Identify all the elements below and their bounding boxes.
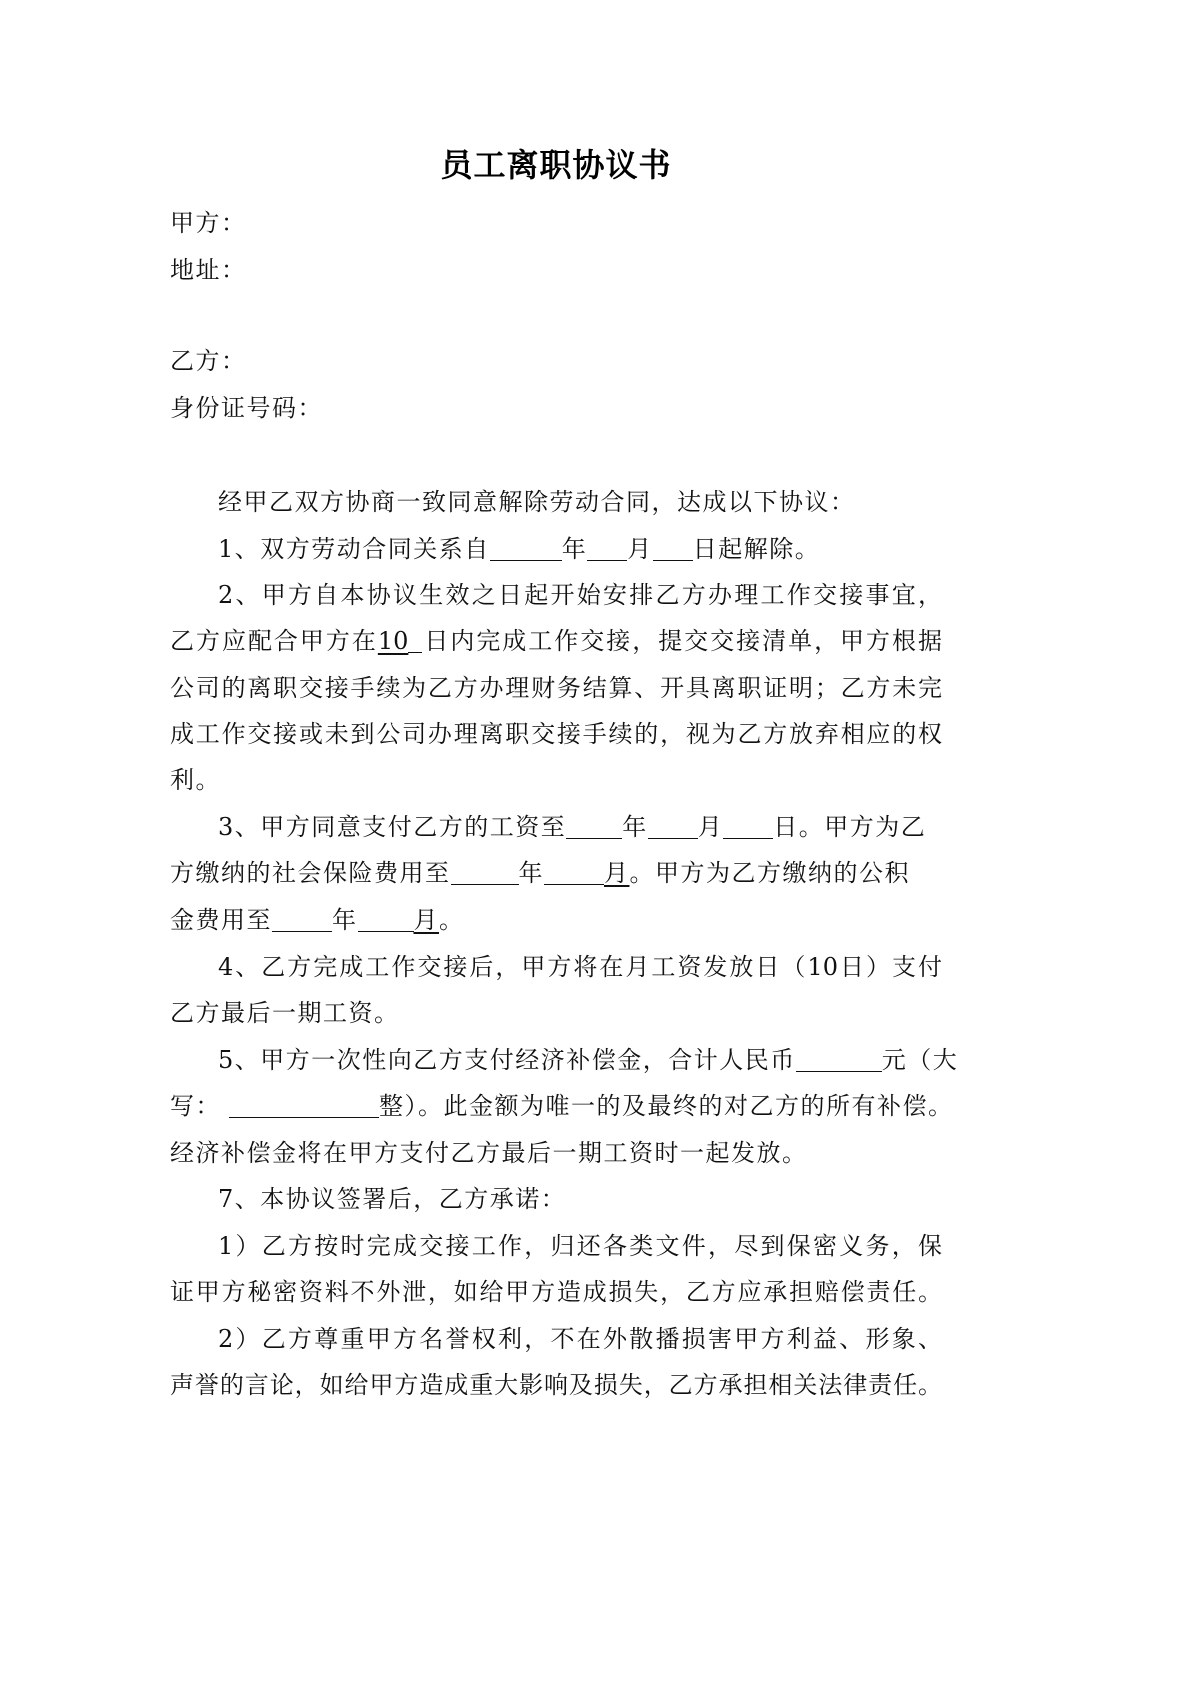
end-day-blank[interactable] <box>653 536 693 561</box>
document-title: 员工离职协议书 <box>440 146 672 184</box>
clause-2-line-3: 公司的离职交接手续为乙方办理财务结算、开具离职证明；乙方未完 <box>170 674 942 702</box>
id-number-label: 身份证号码： <box>170 394 323 422</box>
clause-3-line-1: 3、甲方同意支付乙方的工资至 年 月 日。甲方为乙 <box>218 813 927 841</box>
clause-5-line-2: 写： 整）。此金额为唯一的及最终的对乙方的所有补偿。 <box>170 1092 954 1120</box>
insurance-year-blank[interactable] <box>451 860 519 885</box>
clause-5-line-3: 经济补偿金将在甲方支付乙方最后一期工资时一起发放。 <box>170 1139 808 1167</box>
salary-year-blank[interactable] <box>566 814 622 839</box>
salary-day-blank[interactable] <box>723 814 773 839</box>
salary-month-blank[interactable] <box>648 814 698 839</box>
address-label: 地址： <box>170 256 247 284</box>
end-month-blank[interactable] <box>587 536 627 561</box>
clause-4-line-1: 4、乙方完成工作交接后，甲方将在月工资发放日（10日）支付 <box>218 953 942 981</box>
clause-7-item-2-line-2: 声誉的言论，如给甲方造成重大影响及损失，乙方承担相关法律责任。 <box>170 1371 942 1399</box>
party-b-label: 乙方： <box>170 347 247 375</box>
compensation-words-blank[interactable] <box>229 1093 379 1118</box>
clause-5-line-1: 5、甲方一次性向乙方支付经济补偿金，合计人民币 元（大 <box>218 1046 959 1074</box>
clause-4-line-2: 乙方最后一期工资。 <box>170 999 400 1027</box>
clause-7-item-1-line-2: 证甲方秘密资料不外泄，如给甲方造成损失，乙方应承担赔偿责任。 <box>170 1278 942 1306</box>
clause-2-line-2: 乙方应配合甲方在10 日内完成工作交接，提交交接清单，甲方根据 <box>170 627 942 655</box>
clause-7-item-2-line-1: 2）乙方尊重甲方名誉权利，不在外散播损害甲方利益、形象、 <box>218 1325 942 1353</box>
clause-3-line-3: 金费用至 年 月。 <box>170 906 465 934</box>
party-a-label: 甲方： <box>170 209 247 237</box>
fund-year-blank[interactable] <box>272 907 332 932</box>
end-year-blank[interactable] <box>490 536 562 561</box>
fund-month-blank[interactable] <box>358 907 414 932</box>
clause-7-item-1-line-1: 1）乙方按时完成交接工作，归还各类文件，尽到保密义务，保 <box>218 1232 942 1260</box>
clause-2-line-5: 利。 <box>170 766 221 794</box>
handover-days: 10 <box>377 627 409 655</box>
clause-2-line-4: 成工作交接或未到公司办理离职交接手续的，视为乙方放弃相应的权 <box>170 720 942 748</box>
clause-7-heading: 7、本协议签署后，乙方承诺： <box>218 1185 567 1213</box>
clause-3-line-2: 方缴纳的社会保险费用至 年 月。甲方为乙方缴纳的公积 <box>170 859 910 887</box>
clause-2-line-1: 2、甲方自本协议生效之日起开始安排乙方办理工作交接事宜， <box>218 581 942 609</box>
clause-1: 1、双方劳动合同关系自 年 月 日起解除。 <box>218 535 821 563</box>
insurance-month-blank[interactable] <box>544 860 604 885</box>
intro-paragraph: 经甲乙双方协商一致同意解除劳动合同，达成以下协议： <box>218 488 856 516</box>
compensation-amount-blank[interactable] <box>796 1047 882 1072</box>
